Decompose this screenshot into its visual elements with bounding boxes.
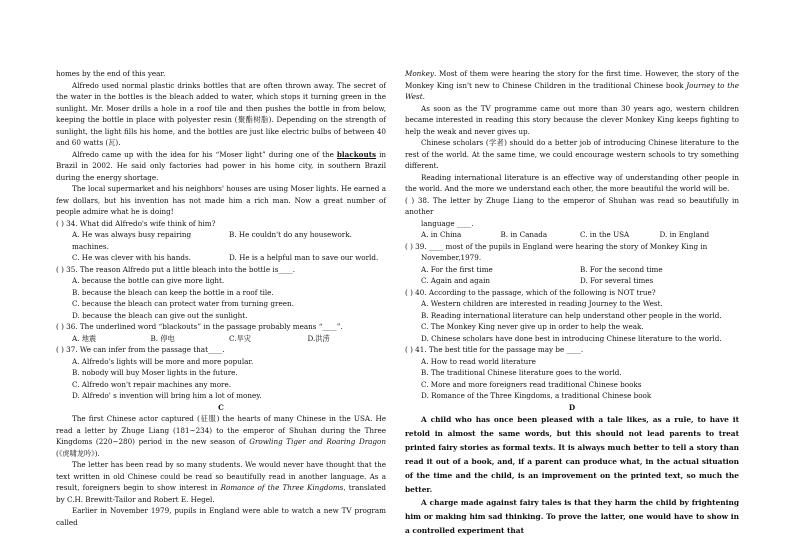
question-39-options bbox=[405, 275, 739, 287]
passage-b-end: homes by the end of this year. bbox=[56, 69, 166, 78]
left-column bbox=[56, 68, 386, 528]
passage-b-para: Alfredo used normal plastic drinks bottles that are often thrown away. The secret of the water in the bottles is the bleach added to water, which stops it turning green in the sunlight. Mr. Moser drills a hole in a roof tile and then pushes the bottle in from below, keeping the bottle in place with polyester resin (聚酯树脂). Depending on the strength of sunlight, the light fills his home, and the bottles are just like electric bulbs of between 40 and 60 watts (瓦). bbox=[56, 80, 386, 147]
question-39: ( ) 39. ____ most of the pupils in England were hearing the story of Monkey King in bbox=[405, 241, 708, 251]
option-c: C. The Monkey King never give up in order to help the weak. bbox=[421, 322, 644, 331]
passage-c-para: Chinese scholars (学者) should do a better job of introducing Chinese literature to the rest of the world. At the same time, we could encourage western schools to try something different. bbox=[405, 138, 739, 170]
question-37: ( ) 37. We can infer from the passage that____. bbox=[56, 345, 225, 354]
option-b: B. 停电 bbox=[150, 333, 175, 343]
option-d: D. Alfredo' s invention will bring him a lot of money. bbox=[72, 391, 262, 400]
option-d: D.洪涝 bbox=[307, 333, 330, 343]
passage-c-para: As soon as the TV programme came out more than 30 years ago, western children became interested in reading this story because the clever Monkey King keeps fighting to help the weak and never gives up. bbox=[405, 103, 739, 136]
option-c: C.旱灾 bbox=[229, 333, 251, 343]
option-a: A. in China bbox=[421, 230, 462, 239]
option-b: B. The traditional Chinese literature goes to the world. bbox=[421, 368, 622, 377]
option-c: C. in the USA bbox=[580, 230, 630, 239]
question-39-options bbox=[405, 264, 739, 276]
question-36-options bbox=[56, 333, 386, 345]
passage-c-para: The first Chinese actor captured (征服) the hearts of many Chinese in the USA. He read a letter by Zhuge Liang (181~234) to the emperor of Shuhan during the Three Kingdoms (220~280) period in the new season of Growling Tiger and Roaring Dragon (《虎啸龙吟》). bbox=[56, 414, 386, 458]
option-a: A. Alfredo's lights will be more and more popular. bbox=[72, 356, 254, 366]
option-c: C. He was clever with his hands. bbox=[72, 253, 191, 262]
passage-c-para: The letter has been read by so many students. We would never have thought that the text written in old Chinese could be read so beautifully read in another language. As a result, foreigners begin to show interest in Romance of the Three Kingdoms, translated by C.H. Brewitt-Tailor and Robert E. Hegel. bbox=[56, 460, 387, 504]
option-c: C. Alfredo won't repair machines any more. bbox=[72, 379, 232, 389]
passage-b-para: The local supermarket and his neighbors' houses are using Moser lights. He earned a few dollars, but his invention has not made him a rich man. Now a great number of people admire what he is doing! bbox=[56, 184, 386, 216]
passage-b-para: Alfredo came up with the idea for his “Moser light” during one of the blackouts in Brazil in 2002. He said only factories had power in his home city, in southern Brazil during the energy shortage. bbox=[56, 149, 386, 182]
question-34: ( ) 34. What did Alfredo's wife think of him? bbox=[56, 218, 216, 228]
question-36: ( ) 36. The underlined word “blackouts” in the passage probably means “____”. bbox=[56, 322, 343, 331]
option-a: A. For the first time bbox=[421, 264, 493, 274]
passage-d-para: A charge made against fairy tales is that they harm the child by frightening him or making him sad thinking. To prove the latter, one would have to show in a controlled experiment that bbox=[405, 498, 739, 536]
question-39-cont: November,1979. bbox=[421, 253, 482, 262]
right-column bbox=[405, 68, 739, 538]
section-heading-c: C bbox=[218, 402, 224, 412]
passage-c-para: Monkey. Most of them were hearing the story for the first time. However, the story of the Monkey King isn't new to Chinese Children in the traditional Chinese book Journey to the West. bbox=[405, 69, 739, 101]
option-c: C. More and more foreigners read traditional Chinese books bbox=[421, 379, 642, 389]
question-34-options bbox=[56, 252, 386, 264]
question-38-options bbox=[405, 229, 739, 241]
option-b: B. For the second time bbox=[580, 264, 663, 274]
question-35: ( ) 35. The reason Alfredo put a little bleach into the bottle is____. bbox=[56, 264, 296, 274]
underlined-word: blackouts bbox=[336, 149, 377, 159]
option-a: A. How to read world literature bbox=[421, 356, 536, 366]
option-c: C. Again and again bbox=[421, 276, 491, 285]
option-d: D. because the bleach can give out the sunlight. bbox=[72, 310, 248, 320]
passage-d bbox=[405, 413, 739, 538]
option-d: D. Romance of the Three Kingdoms, a traditional Chinese book bbox=[421, 391, 652, 400]
option-d: D. He is a helpful man to save our world. bbox=[229, 253, 379, 262]
option-a: A. 地震 bbox=[72, 333, 97, 343]
option-a: A. He was always busy repairing machines. bbox=[72, 230, 192, 251]
option-b: B. Reading international literature can help understand other people in the world. bbox=[421, 310, 722, 320]
passage-c-para: Earlier in November 1979, pupils in England were able to watch a new TV program called bbox=[56, 506, 386, 527]
option-a: A. Western children are interested in reading Journey to the West. bbox=[421, 299, 663, 308]
option-d: D. in England bbox=[659, 230, 710, 239]
option-d: D. For several times bbox=[580, 276, 654, 285]
option-b: B. because the bleach can keep the bottle in a roof tile. bbox=[72, 287, 274, 297]
option-b: B. in Canada bbox=[500, 230, 548, 239]
question-38-cont: language ____. bbox=[421, 218, 474, 228]
option-b: B. He couldn't do any housework. bbox=[229, 230, 352, 239]
section-heading-d: D bbox=[568, 402, 576, 412]
question-34-options bbox=[56, 229, 386, 252]
option-d: D. Chinese scholars have done best in introducing Chinese literature to the world. bbox=[421, 333, 722, 343]
option-b: B. nobody will buy Moser lights in the future. bbox=[72, 368, 238, 377]
question-41: ( ) 41. The best title for the passage may be ____. bbox=[405, 345, 584, 354]
passage-d-para: A child who has once been pleased with a tale likes, as a rule, to have it retold in almost the same words, but this should not lead parents to treat printed fairy stories as formal texts. It is always much better to tell a story than read it out of a book, and, if a parent can produce what, in the actual situation of the time and the child, is an improvement on the printed text, so much the better. bbox=[405, 415, 739, 494]
option-c: C. because the bleach can protect water from turning green. bbox=[72, 299, 294, 308]
question-40: ( ) 40. According to the passage, which of the following is NOT true? bbox=[405, 287, 656, 297]
option-a: A. because the bottle can give more light. bbox=[72, 276, 225, 285]
question-38: ( ) 38. The letter by Zhuge Liang to the emperor of Shuhan was read so beautifully in another bbox=[405, 195, 739, 216]
passage-c-para: Reading international literature is an effective way of understanding other people in the world. And the more we understand each other, the more beautiful the world will be. bbox=[405, 172, 739, 193]
